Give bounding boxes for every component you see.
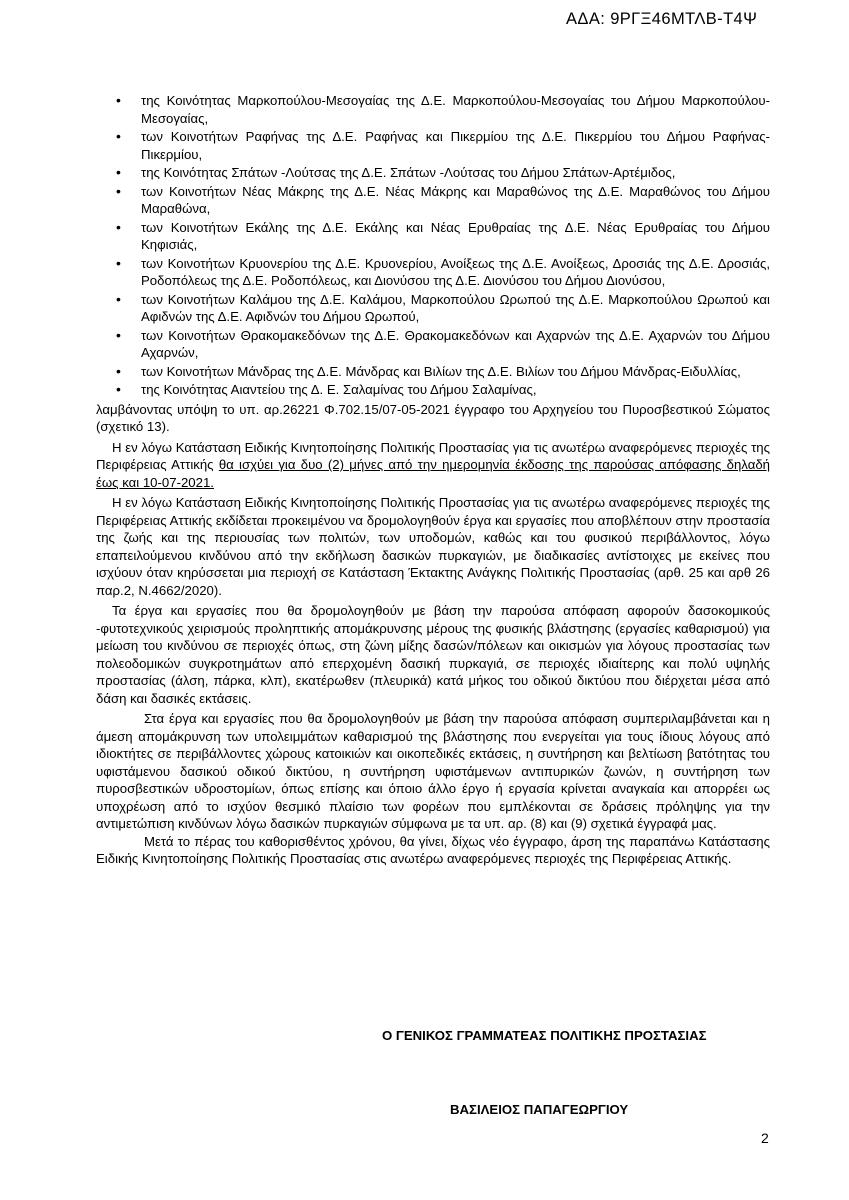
list-item: • της Κοινότητας Αιαντείου της Δ. Ε. Σαλαμίνας του Δήμου Σαλαμίνας, — [116, 381, 770, 399]
list-item: • της Κοινότητας Μαρκοπούλου-Μεσογαίας της Δ.Ε. Μαρκοπούλου-Μεσογαίας του Δήμου Μαρκοπούλου-Μεσογαίας, — [116, 92, 770, 127]
validity-period-underlined: θα ισχύει για δυο (2) μήνες από την ημερομηνία έκδοσης της παρούσας απόφασης δηλαδή έως και 10-07-2021. — [96, 457, 771, 490]
signatory-name: ΒΑΣΙΛΕΙΟΣ ΠΑΠΑΓΕΩΡΓΙΟΥ — [450, 1102, 629, 1117]
list-item: • των Κοινοτήτων Εκάλης της Δ.Ε. Εκάλης και Νέας Ερυθραίας της Δ.Ε. Νέας Ερυθραίας του Δήμου Κηφισιάς, — [116, 219, 770, 254]
works-included-paragraph: Στα έργα και εργασίες που θα δρομολογηθούν με βάση την παρούσα απόφαση συμπεριλαμβάνεται και η άμεση απομάκρυνση των υπολειμμάτων καθαρισμού της βλάστησης που ενεργείται για τους ίδιους λόγους από ιδιοκτήτες σε περιβάλλοντες χώρους κατοικιών και οικοπεδικές εκτάσεις, η συντήρηση και βελτίωση βατότητας του υφιστάμενου δασικού οδικού δικτύου, η συντήρηση υφιστάμενων αντιπυρικών ζωνών, η συντήρηση των πυροσβεστικών υδροστομίων, όπως επίσης και όποιο άλλο έργο ή εργασία κρίνεται αναγκαία και απορρέει ως υποχρέωση από το ισχύον θεσμικό πλαίσιο των φορέων που εμπλέκονται σε δράσεις πρόληψης για την αντιμετώπιση κινδύνων λόγω δασικών πυρκαγιών σύμφωνα με τα υπ. αρ. (8) και (9) σχετικά έγγραφά μας. — [96, 711, 770, 831]
list-item: • των Κοινοτήτων Ραφήνας της Δ.Ε. Ραφήνας και Πικερμίου της Δ.Ε. Πικερμίου του Δήμου Ραφήνας- Πικερμίου, — [116, 128, 770, 163]
community-list — [116, 92, 770, 399]
signatory-title: Ο ΓΕΝΙΚΟΣ ΓΡΑΜΜΑΤΕΑΣ ΠΟΛΙΤΙΚΗΣ ΠΡΟΣΤΑΣΙΑΣ — [382, 1028, 707, 1043]
ada-code: ΑΔΑ: 9ΡΓΞ46ΜΤΛΒ-Τ4Ψ — [566, 10, 758, 28]
list-item: • των Κοινοτήτων Καλάμου της Δ.Ε. Καλάμου, Μαρκοπούλου Ωρωπού της Δ.Ε. Μαρκοπούλου Ωρωπού και Αφιδνών της Δ.Ε. Αφιδνών του Δήμου Ωρωπού, — [116, 291, 770, 326]
list-item: • της Κοινότητας Σπάτων -Λούτσας της Δ.Ε. Σπάτων -Λούτσας του Δήμου Σπάτων-Αρτέμιδος, — [116, 164, 770, 182]
list-item: • των Κοινοτήτων Μάνδρας της Δ.Ε. Μάνδρας και Βιλίων της Δ.Ε. Βιλίων του Δήμου Μάνδρας-Ειδυλλίας, — [116, 363, 770, 381]
reference-paragraph: λαμβάνοντας υπόψη το υπ. αρ.26221 Φ.702.15/07-05-2021 έγγραφο του Αρχηγείου του Πυροσβεστικού Σώματος (σχετικό 13). — [96, 401, 770, 434]
purpose-paragraph: Η εν λόγω Κατάσταση Ειδικής Κινητοποίησης Πολιτικής Προστασίας για τις ανωτέρω αναφερόμενες περιοχές της Περιφέρειας Αττικής εκδίδεται προκειμένου να δρομολογηθούν έργα και εργασίες που αποβλέπουν στην προστασία της ζωής και της περιουσίας των πολιτών, των υποδομών, καθώς και του φυσικού περιβάλλοντος, λόγω επαπειλούμενου κινδύνου από την εκδήλωση δασικών πυρκαγιών, με διαδικασίες αντίστοιχες με εκείνες που ισχύουν όταν κηρύσσεται μια περιοχή σε Κατάσταση Έκτακτης Ανάγκης Πολιτικής Προστασίας (αρθ. 25 και αρθ 26 παρ.2, Ν.4662/2020). — [96, 495, 770, 598]
list-item: • των Κοινοτήτων Κρυονερίου της Δ.Ε. Κρυονερίου, Ανοίξεως της Δ.Ε. Ανοίξεως, Δροσιάς της Δ.Ε. Δροσιάς, Ροδοπόλεως της Δ.Ε. Ροδοπόλεως, και Διονύσου της Δ.Ε. Διονύσου του Δήμου Διονύσου, — [116, 255, 770, 290]
lifting-paragraph: Μετά το πέρας του καθορισθέντος χρόνου, θα γίνει, δίχως νέο έγγραφο, άρση της παραπάνω Κατάστασης Ειδικής Κινητοποίησης Πολιτικής Προστασίας στις ανωτέρω αναφερόμενες περιοχές της Περιφέρειας Αττικής. — [96, 833, 770, 866]
page-number: 2 — [761, 1130, 769, 1146]
list-item: • των Κοινοτήτων Θρακομακεδόνων της Δ.Ε. Θρακομακεδόνων και Αχαρνών της Δ.Ε. Αχαρνών του Δήμου Αχαρνών, — [116, 327, 770, 362]
validity-text: Η εν λόγω Κατάσταση Ειδικής Κινητοποίησης Πολιτικής Προστασίας για τις ανωτέρω αναφερόμενες περιοχές της Περιφέρειας Αττικής — [96, 439, 770, 472]
list-item: • των Κοινοτήτων Νέας Μάκρης της Δ.Ε. Νέας Μάκρης και Μαραθώνος της Δ.Ε. Μαραθώνος του Δήμου Μαραθώνα, — [116, 183, 770, 218]
works-paragraph: Τα έργα και εργασίες που θα δρομολογηθούν με βάση την παρούσα απόφαση αφορούν δασοκομικούς -φυτοτεχνικούς χειρισμούς προληπτικής απομάκρυνσης μέρους της φυσικής βλάστησης (εργασίες καθαρισμού) για μείωση του κινδύνου σε περιοχές όπως, στη ζώνη μίξης δασών/πόλεων και οικισμών για λόγους προστασίας των πολεοδομικών συγκροτημάτων από επερχομένη δασική πυρκαγιά, σε περιοχές ιδιαίτερης και πολύ υψηλής προστασίας (άλση, πάρκα, κλπ), εκατέρωθεν (πλευρικά) κατά μήκος του οδικού δικτύου που διέρχεται μέσα από δάση και δασικές εκτάσεις. — [96, 603, 770, 706]
document-body — [96, 92, 771, 868]
validity-paragraph — [96, 439, 770, 492]
